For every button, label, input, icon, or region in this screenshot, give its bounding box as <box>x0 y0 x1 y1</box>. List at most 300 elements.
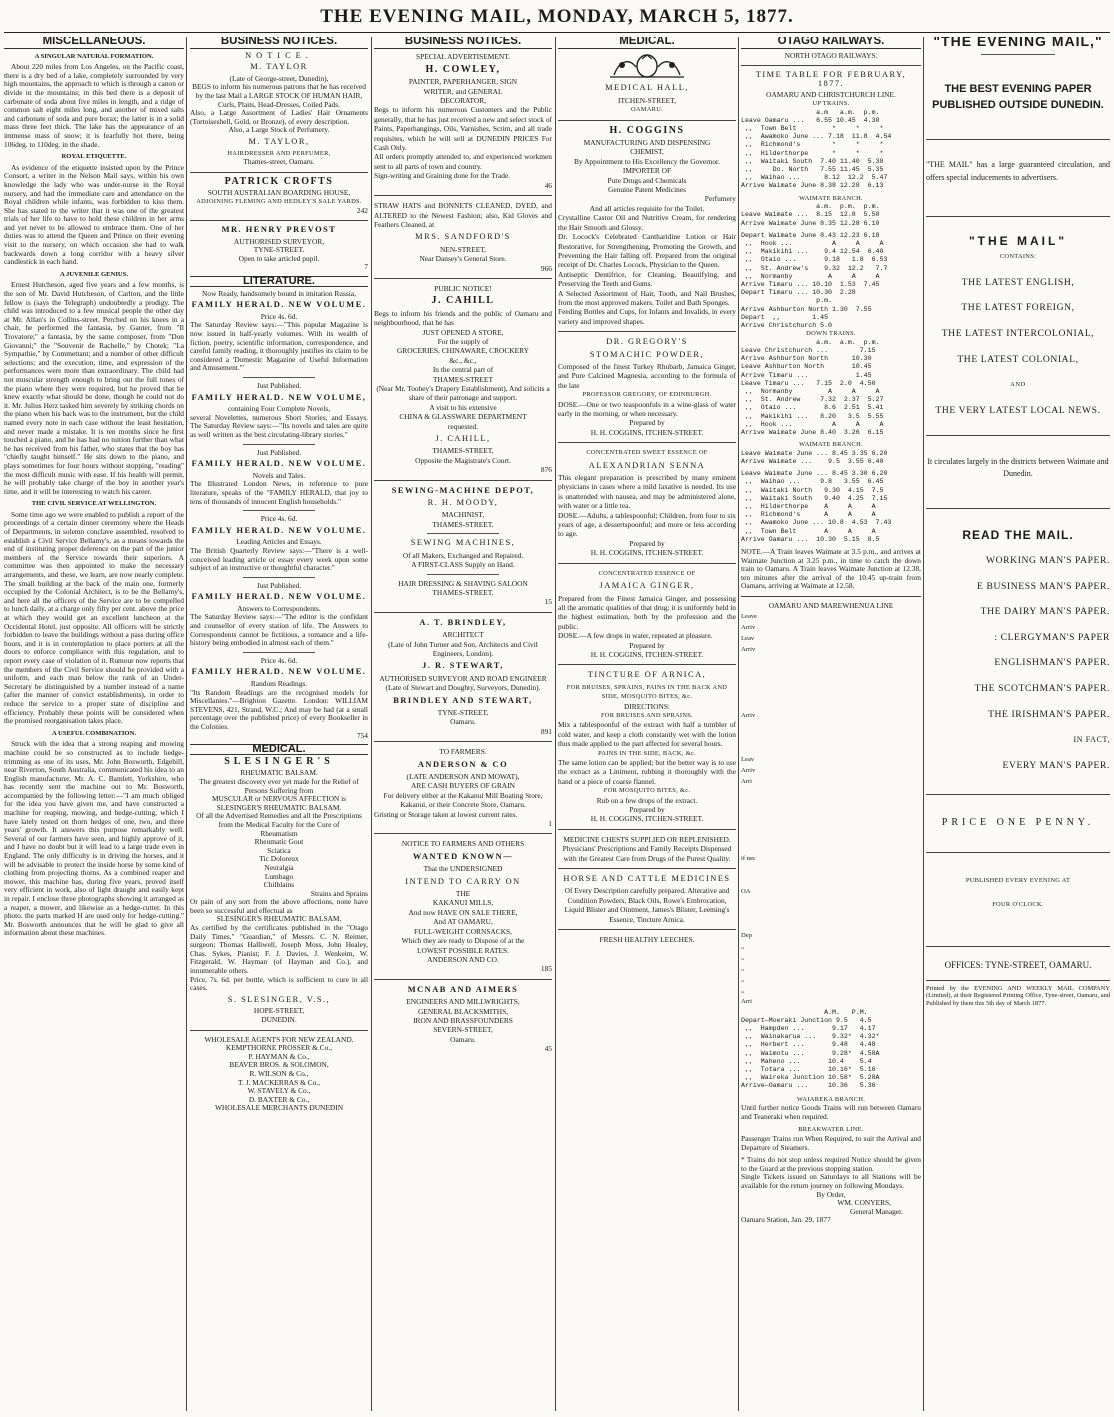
table-caption: WAIMATE BRANCH. <box>799 194 863 202</box>
fragment-list <box>741 611 921 1007</box>
text-line: Antiseptic Dentifrice, for Cleaning, Beautifying, and Preserving the Teeth and Gums. <box>558 269 736 289</box>
advertiser-name: A. T. BRINDLEY, <box>419 617 507 627</box>
ad-title: FAMILY HERALD. NEW VOLUME. <box>191 300 367 310</box>
table-row: ,, Hilderthorpe A A A <box>741 503 876 511</box>
text-line: Mix a tablespoonful of the extract with half a tumbler of cold water, and keep a cloth constantly wet with the lotion thus made applied to the part affected for several hours. <box>558 720 736 749</box>
offices: OFFICES: TYNE-STREET, OAMARU. <box>944 960 1092 971</box>
text-line: MANUFACTURING AND DISPENSING <box>583 138 711 148</box>
list-item: THE IRISHMAN'S PAPER. <box>988 708 1110 720</box>
fragment-line <box>741 688 921 699</box>
table-row: ,, Otaio ... 8.6 2.51 5.41 <box>741 404 884 412</box>
divider <box>558 120 736 121</box>
list-item: Rheumatism <box>260 828 298 838</box>
price: PRICE ONE PENNY. <box>941 817 1095 829</box>
table-row: p.m. <box>741 297 833 305</box>
article-title: A USEFUL COMBINATION. <box>52 729 136 737</box>
text-line: STOMACHIC POWDER, <box>589 349 705 359</box>
advertiser-name: J. R. STEWART, <box>422 661 504 671</box>
advertiser-name: MR. HENRY PREVOST <box>221 225 337 235</box>
table-row: ,, Do. North 7.55 11.45 5.35 <box>741 165 884 173</box>
text-line: The Illustrated London News, in reference to pure literature, speaks of the "FAMILY HERALD, that joy to tens of thousands of innocent English households." <box>190 479 368 506</box>
signature: H. H. COGGINS, ITCHEN-STREET. <box>590 649 704 659</box>
text-line: Just Published. <box>256 580 302 590</box>
text-line: containing Four Complete Novels, <box>227 404 331 414</box>
fragment-line <box>741 787 921 798</box>
text-line: BRINDLEY AND STEWART, <box>393 695 533 705</box>
fragment-line: Arri <box>741 997 752 1005</box>
list-item: BEAVER BROS. & SOLOMON, <box>229 1060 329 1070</box>
table-row: Arrive Waimate June 8.38 12.28 6.13 <box>741 182 884 190</box>
ad-reference: 754 <box>356 730 368 740</box>
text-line: Passenger Trains run When Required, to suit the Arrival and Departure of Steamers. <box>741 1134 921 1152</box>
ad-title: FAMILY HERALD. NEW VOLUME. <box>191 667 367 677</box>
text-line: Price 4s. 6d. <box>260 655 298 665</box>
ad-title: FAMILY HERALD. NEW VOLUME. <box>191 459 367 469</box>
paragraph: As evidence of the etiquette insisted upon by the Prince Consort, a writer in the Nelson Mail says, within his own knowledge the lady who was under-nurse in the Royal nursery, and had the immediate care and attendance on the Royal children while infants, was forbidden to kiss them. She has stated to the writer that it was one of the greatest trials of her life to have to hold these children in her arms and yet never to be allowed to embrace them. One of her duties was to attend the Queen and Prince on their evening visit to the nursery, on which occasion she had to walk backwards down a long corridor with a heavy silver candlestick in each hand. <box>4 162 184 267</box>
divider <box>374 480 552 481</box>
column-business-notices-2 <box>374 37 552 1411</box>
advertiser-name: WANTED KNOWN— <box>412 851 514 861</box>
text-line: It circulates largely in the districts between Waimate and Dunedin. <box>927 457 1109 479</box>
ad-title: MEDICINE CHESTS SUPPLIED OR REPLENISHED. <box>563 834 731 844</box>
advertiser-name: MRS. SANDFORD'S <box>415 232 511 242</box>
section-header: OTAGO RAILWAYS. <box>741 37 921 49</box>
table-row: Leave Timaru ... 7.15 2.0 4.50 <box>741 379 876 387</box>
text-line: (Near Mr. Toohey's Drapery Establishment), And solicits a share of their patronage and support. <box>376 384 550 403</box>
divider <box>558 664 736 665</box>
text-line: PUBLISHED EVERY EVENING AT <box>965 876 1071 884</box>
table-row: ,, St. Andrew 7.32 2.37 5.27 <box>741 396 884 404</box>
divider <box>558 563 736 564</box>
table-row: a.m. p.m. p.m. <box>741 203 880 211</box>
list-item: THE LATEST INTERCOLONIAL, <box>941 327 1095 339</box>
fragment-line: Leav <box>741 634 755 642</box>
divider <box>926 794 1110 795</box>
text-line: SEWING MACHINES, <box>410 538 516 548</box>
text-line: Answers to Correspondents. <box>237 603 321 613</box>
divider <box>243 444 314 445</box>
text-line: NEN-STREET, <box>439 244 487 254</box>
column-divider <box>738 37 739 1411</box>
list-item: R. WILSON & Co., <box>249 1068 309 1078</box>
divider <box>926 852 1110 853</box>
table-row: ,, Waireka Junction 10.58* 5.28A <box>741 1074 880 1082</box>
text-line: Begs to inform his numerous Customers and the Public generally, that he has just received a new and select stock of Paints, Paperhangings, Oils, Varnishes, Scrim, and all trade requisites, which he will sell at DUNEDIN PRICES For Cash Only. <box>374 105 552 153</box>
text-line: Which they are ready to Dispose of at the <box>401 936 525 946</box>
divider <box>926 980 1110 981</box>
text-line: * Trains do not stop unless required Notice should be given to the Guard at the previous stopping station. <box>741 1155 921 1173</box>
text-line: Now Ready, handsomely bound in imitation Russia, <box>202 288 356 298</box>
table-row: ,, Totara ... 10.16* 5.16 <box>741 1066 876 1074</box>
article-title: ROYAL ETIQUETTE. <box>61 153 127 161</box>
article-body <box>4 164 184 267</box>
text-line: THE <box>455 889 471 899</box>
table-row: a.m a.m. p.m. <box>741 108 880 116</box>
paper-title: READ THE MAIL. <box>962 528 1074 543</box>
table-row: Leave Waimate June ... 8.45 3.30 6.20 <box>741 470 888 478</box>
table-row: Leave Waimate June ... 8.45 3.35 6.20 <box>741 449 888 457</box>
article-body <box>4 281 184 496</box>
text-line: Or pain of any sort from the above affections, none have been so successful and effectual as <box>190 897 368 915</box>
column-otago-railways <box>741 37 921 1411</box>
text-line: "THE MAIL" has a large guaranteed circulation, and offers special inducements to advertisers. <box>926 159 1110 182</box>
column-evening-mail <box>926 37 1110 1411</box>
table-row: Arrive—Oamaru ... 10.36 5.36 <box>741 1082 876 1090</box>
fragment-line: Arriv <box>741 711 756 719</box>
column-divider <box>186 37 187 1411</box>
text-line: For the supply of <box>437 336 489 346</box>
list-item: Chilblains <box>263 880 295 890</box>
ad-reference: 891 <box>540 726 552 736</box>
ad-title: SLESINGER'S <box>224 755 334 767</box>
column-miscellaneous <box>4 37 184 1411</box>
fragment-line: ,, <box>741 942 745 950</box>
text-line: Prepared by <box>629 805 665 815</box>
paper-title: "THE MAIL" <box>968 233 1068 248</box>
list-item: Tic Doloreux <box>259 854 299 864</box>
divider <box>190 172 368 173</box>
table-row: ,, Hook ... A A A <box>741 420 884 428</box>
table-row: Arrive Ashburton North 10.30 <box>741 355 872 363</box>
text-line: Prepared by <box>629 640 665 650</box>
divider <box>981 54 1055 55</box>
notice-heading: TO FARMERS. <box>439 747 487 757</box>
table-row: Leave Ashburton North 10.45 <box>741 363 872 371</box>
text-line: NORTH OTAGO RAILWAYS. <box>784 50 878 60</box>
text-line: Novels and Tales. <box>252 470 306 480</box>
text-line: TYNE-STREET, <box>437 707 489 717</box>
text-line: DOSE.—One or two teaspoonfuls in a wine-glass of water early in the morning, or when necessary. <box>558 399 736 418</box>
text-line: And now HAVE ON SALE THERE, <box>408 907 518 917</box>
table-row: ,, Makikihi ... 8.20 3.5 5.55 <box>741 412 884 420</box>
masthead: THE EVENING MAIL, MONDAY, MARCH 5, 1877. <box>320 6 794 27</box>
text-line: IMPORTER OF <box>622 166 672 176</box>
divider <box>558 868 736 869</box>
text-line: THAMES-STREET. <box>432 519 494 529</box>
table-row: ,, Richmond's * * * <box>741 141 884 149</box>
royal-arms-icon <box>558 53 736 79</box>
fragment-line <box>741 798 921 809</box>
text-line: THAMES-STREET, <box>432 446 494 456</box>
text-line: DOSE.—Adults, a tablespoonful; Children, from four to six years of age, a dessertspoonful; and more or less according to age. <box>558 510 736 539</box>
text-line: Sign-writing and Graining done for the Trade. <box>374 171 511 181</box>
text-line: PAINS IN THE SIDE, BACK, &c. <box>598 749 696 757</box>
text-line: ARE CASH BUYERS OF GRAIN <box>411 781 515 791</box>
table-row: Arrive Waimate June 8.35 12.28 6.10 <box>741 219 880 227</box>
timetable-last <box>741 470 921 544</box>
divider <box>190 220 368 221</box>
fragment-line <box>741 721 921 732</box>
text-line: This elegant preparation is prescribed by many eminent physicians in cases where a mild laxative is needed. Its use is unattended with nausea, and may be administered alone, with water or a little tea. <box>558 473 736 511</box>
text-line: Opposite the Magistrate's Court. <box>415 455 511 465</box>
text-line: Of all the Advertised Remedies and all the Prescriptions from the Medical Faculty for the Cure of <box>196 811 362 829</box>
list-item: KEMPTHORNE PROSSER & Co., <box>225 1043 333 1053</box>
text-line: THAMES-STREET. <box>432 587 494 597</box>
fragment-line: if nec <box>741 854 756 862</box>
list-item: P. HAYMAN & Co., <box>248 1051 310 1061</box>
section-header: MISCELLANEOUS. <box>4 37 184 49</box>
table-row: Leave Waimate ... 8.15 12.8 5.50 <box>741 211 880 219</box>
table-row: ,, Normanby A A A <box>741 388 880 396</box>
fragment-line: Arriv <box>741 623 756 631</box>
article-body <box>4 740 184 938</box>
imprint: Printed by the EVENING AND WEEKLY MAIL COMPANY (Limited), at their Registered Printing Office, Tyne-street, Oamaru, and Published by them this 5th day of March 1877. <box>926 984 1110 1007</box>
text-line: CONTAINS: <box>999 253 1037 261</box>
text-line: AUTHORISED SURVEYOR, <box>233 236 325 246</box>
table-row: ,, Hampden ... 9.17 4.17 <box>741 1025 876 1033</box>
divider <box>741 596 921 597</box>
text-line: MUSCULAR or NERVOUS AFFECTION is <box>211 794 347 804</box>
table-caption: BREAKWATER LINE. <box>798 1126 864 1134</box>
text-line: several Novelettes, numerous Short Stories, and Essays. The Saturday Review says:—"Its novels and tales are quite as well written as the best circulating-library stories." <box>190 412 368 439</box>
text-line: Price 4s. 6d. <box>260 514 298 524</box>
table-row: ,, St. Andrew's 9.32 12.2 7.7 <box>741 264 888 272</box>
text-line: JUST OPENED A STORE, <box>422 327 504 337</box>
table-row: Arrive Timaru ... 1.45 <box>741 371 872 379</box>
notice-heading: NOTICE TO FARMERS AND OTHERS <box>401 839 525 849</box>
column-divider <box>371 37 372 1411</box>
section-header: BUSINESS NOTICES. <box>190 37 368 49</box>
text-line: Just Published. <box>256 447 302 457</box>
text-line: Prepared by <box>629 538 665 548</box>
table-row: ,, Hilderthorpe * * * <box>741 149 884 157</box>
list-item: THE LATEST FOREIGN, <box>961 302 1075 314</box>
text-line: Also, a Large Stock of Perfumery. <box>228 125 330 135</box>
text-line: HAIR DRESSING & SHAVING SALOON <box>398 578 528 588</box>
list-item: D. BAXTER & Co., <box>248 1094 310 1104</box>
text-line: R. H. MOODY, <box>427 498 499 508</box>
ad-reference: 15 <box>544 597 552 607</box>
text-line: Rub on a few drops of the extract. <box>596 795 698 805</box>
text-line: THAMES-STREET <box>433 374 493 384</box>
signature: J. CAHILL, <box>435 434 491 444</box>
text-line: KAKANUI MILLS, <box>432 898 494 908</box>
divider <box>374 833 552 834</box>
text-line: By Appointment to His Excellency the Governor. <box>574 156 720 166</box>
text-line: Price, 7s. 6d. per bottle, which is sufficient to cure in all cases. <box>190 974 368 993</box>
text-line: Genuine Patent Medicines <box>608 185 686 195</box>
fragment-line <box>741 897 921 908</box>
signature: H. H. COGGINS, ITCHEN-STREET. <box>590 427 704 437</box>
signature: WM. CONYERS, <box>837 1198 891 1208</box>
fragment-line <box>741 842 921 853</box>
text-line: Thames-street, Oamaru. <box>243 157 315 167</box>
list-item: THE LATEST ENGLISH, <box>961 276 1075 288</box>
text-line: Composed of the finest Turkey Rhubarb, Jamaica Ginger, and Pure Calcined Magnesia, according to the formula of the late <box>558 361 736 390</box>
text-line: AUTHORISED SURVEYOR AND ROAD ENGINEER <box>379 673 547 683</box>
divider <box>558 331 736 332</box>
advertiser-name: SEWING-MACHINE DEPOT, <box>391 485 535 495</box>
text-line: WHOLESALE MERCHANTS DUNEDIN <box>214 1103 344 1113</box>
text-line: In the central part of <box>432 365 494 375</box>
table-row: A.M. P.M. <box>741 1008 868 1016</box>
table-row: Arrive Waimate June 8.40 3.26 6.15 <box>741 429 884 437</box>
timetable-note: NOTE.—A Train leaves Waimate at 3.5 p.m., and arrives at Waimate Junction at 3.25 p.m., in time to catch the down train to Oamaru. A Train leaves Waimate Junction at 12.38, ten minutes after the arrival of the 10.45 up-train from Oamaru, arriving at Waimate at 12.58. <box>741 547 921 591</box>
table-row: ,, Waitaki North 9.30 4.15 7.5 <box>741 486 884 494</box>
list-item: THE SCOTCHMAN'S PAPER. <box>974 682 1110 694</box>
table-row: ,, Waimotu ... 9.28* 4.58A <box>741 1049 880 1057</box>
table-row: Depart ,, 1.45 <box>741 313 829 321</box>
fragment-line: ,, <box>741 964 745 972</box>
text-line: For delivery either at the Kakanui Mill Boating Store, Kakanui, or their Concrete Store, Oamaru. <box>383 790 543 810</box>
divider <box>243 577 314 578</box>
column-business-notices-1 <box>190 37 368 1411</box>
text-line: (Late of George-street, Dunedin), <box>229 73 329 83</box>
divider <box>558 929 736 930</box>
text-line: Open to take articled pupil. <box>238 253 320 263</box>
divider <box>374 195 552 196</box>
list-item: WORKING MAN'S PAPER. <box>986 554 1110 566</box>
timetable-down-trains <box>741 339 921 437</box>
text-line: Oamaru Station, Jan. 29, 1877 <box>741 1215 831 1225</box>
text-line: &c., &c., <box>449 355 477 365</box>
signature: M. TAYLOR, <box>248 136 310 146</box>
masthead-rule <box>4 32 1110 33</box>
table-row: a.m. a.m. p.m. <box>741 338 880 346</box>
text-line: CHINA & GLASSWARE DEPARTMENT <box>399 412 527 422</box>
table-row: ,, Waitaki South 9.40 4.25 7.15 <box>741 494 888 502</box>
list-item: THE VERY LATEST LOCAL NEWS. <box>935 404 1101 416</box>
text-line: A FIRST-CLASS Supply on Hand. <box>411 560 515 570</box>
text-line: Crystalline Castor Oil and Nutritive Cream, for rendering the Hair Smooth and Glossy. <box>558 213 736 232</box>
fragment-line: Leave <box>741 612 758 620</box>
fragment-line <box>741 875 921 886</box>
paper-title: "THE EVENING MAIL," <box>933 37 1103 49</box>
ad-title: JAMAICA GINGER, <box>599 581 695 591</box>
list-item: IN FACT, <box>1073 735 1110 745</box>
text-line: Pure Drugs and Chemicals <box>607 175 687 185</box>
table-row: Depart Waimate June 8.43 12.23 6.18 <box>741 231 880 239</box>
notice-heading: NOTICE. <box>245 50 313 60</box>
list-item: AND <box>1010 381 1026 389</box>
list-item: THE DAIRY MAN'S PAPER. <box>980 606 1110 618</box>
text-line: ITCHEN-STREET, <box>618 95 676 105</box>
advertiser-name: MEDICAL HALL, <box>605 83 689 93</box>
ad-title: HORSE AND CATTLE MEDICINES <box>563 874 731 884</box>
column-medical <box>558 37 736 1411</box>
text-line: A Selected Assortment of Hair, Tooth, and Nail Brushes, from the most approved makers. Toilet and Bath Sponges. <box>558 288 736 307</box>
fragment-line: Arriv <box>741 645 756 653</box>
text-line: Oamaru. <box>450 1034 476 1044</box>
text-line: The Saturday Review says:—"The editor is the confidant and counsellor of every station of life. The Answers to Correspondents cannot be fictitious, a romance and a life-history being embodied in almost each of them." <box>190 612 368 648</box>
divider <box>926 946 1110 947</box>
table-row: ,, Wainakarua ... 9.32* 4.32* <box>741 1033 880 1041</box>
fragment-line <box>741 908 921 919</box>
list-item: Sciatica <box>267 845 291 855</box>
text-line: The British Quarterly Review says:—"There is a well-conceived leading article or essay every week upon some subject of an instructive or thoughtful character." <box>190 545 368 573</box>
fragment-line: Arri <box>741 777 752 785</box>
advertiser-name: PATRICK CROFTS <box>224 175 334 187</box>
line-title: OAMARU AND MAREWHENUA LINE <box>768 601 894 611</box>
ad-title: FAMILY HERALD. NEW VOLUME, <box>191 392 367 402</box>
table-row: ,, Maheno ... 10.4 5.4 <box>741 1057 872 1065</box>
text-line: Price 4s. 6d. <box>260 311 298 321</box>
table-row: Depart—Moeraki Junction 9.5 4.5 <box>741 1016 872 1024</box>
divider <box>374 979 552 980</box>
text-line: The same lotion can be applied; but the better way is to use the extract as a Liniment, rubbing it thoroughly with the hand or a piece of coarse flannel. <box>558 758 736 786</box>
text-line: WRITER, and GENERAL <box>423 86 503 96</box>
table-row: ,, Otaio ... 9.18 1.8 6.53 <box>741 256 888 264</box>
fragment-line <box>741 699 921 710</box>
fragment-line: ,, <box>741 975 745 983</box>
section-header: LITERATURE. <box>190 276 368 287</box>
paragraph: Some time ago we were enabled to publish a report of the proceedings of a certain dinner ceremony where the Heads of Departments, in solemn conclave assembled, resolved to establish a Civil Service Bellamy's, as a means towards the end of instituting proper deference on the part of the junior members of the Service towards their superiors. A committee was then appointed to make the necessary arrangements, and these, we learn, are now nearly complete. The small building at the back of the main one, formerly occupied by the Colonial Architect, is to be the Bellamy's, and here all the officers of the Service are to be compelled to lunch daily, at a charge only fifty per cent. above the price at which they would get an excellent luncheon at the Occidental Hotel, just opposite. All officers will be strictly forbidden to leave the buildings without a pass during office hours, and it is in contemplation to place porters at all the doors to enforce compliance with this regulation, and to report every case of violation of it. Rumour now reports that the members of the Civil Service should be provided with a uniform, and each man below the rank of an Under-Secretary be distinguished by a number instead of a name (after the manner of convict establishments), in order to reduce the service to a proper state of discipline and efficiency. Probably these points will be considered when the promised reorganisation takes place. <box>4 509 184 726</box>
text-line: Begs to inform his friends and the public of Oamaru and neighbourhood, that he has <box>374 308 552 328</box>
text-line: RHEUMATIC BALSAM. <box>240 768 318 778</box>
table-row: ,, Town Belt * * * <box>741 124 884 132</box>
table-row: ,, Hook ... A A A <box>741 240 884 247</box>
list-item: : CLERGYMAN'S PAPER <box>994 631 1110 643</box>
ad-reference: 7 <box>364 262 368 272</box>
text-line: (Late of John Turner and Son, Architects and Civil Engineers, London). <box>388 639 538 658</box>
text-line: SLESINGER'S RHEUMATIC BALSAM. <box>216 802 342 812</box>
divider <box>926 435 1110 436</box>
article-title: THE CIVIL SERVICE AT WELLINGTON. <box>31 500 157 508</box>
fragment-line <box>741 831 921 842</box>
text-line: (Late of Stewart and Doughty, Surveyors, Dunedin). <box>385 683 541 693</box>
ad-reference: 876 <box>540 465 552 475</box>
text-line: Of all Makers, Exchanged and Repaired. <box>402 550 524 560</box>
text-line: GROCERIES, CHINAWARE, CROCKERY <box>396 346 530 356</box>
text-line: By Order, <box>816 1189 846 1199</box>
table-row: Arrive Ashburton North 1.30 7.55 <box>741 305 872 313</box>
table-row: Arrive Waimate ... 9.5 3.55 6.40 <box>741 458 884 466</box>
slogan: THE BEST EVENING PAPER PUBLISHED OUTSIDE DUNEDIN. <box>932 82 1104 111</box>
advertiser-name: MCNAB AND AIMERS <box>407 984 519 994</box>
list-item: THE LATEST COLONIAL, <box>957 353 1079 365</box>
divider <box>243 377 314 378</box>
fragment-line: Arriv <box>741 766 756 774</box>
signature: H. H. COGGINS, ITCHEN-STREET. <box>590 548 704 558</box>
table-caption: WAIMATE BRANCH. <box>799 441 863 449</box>
article-title: A JUVENILE GENIUS. <box>60 270 128 278</box>
divider <box>741 65 921 66</box>
divider <box>374 278 552 279</box>
fragment-line <box>741 677 921 688</box>
divider <box>926 216 1110 217</box>
text-line: PAINTER, PAPERHANGER, SIGN <box>408 77 518 87</box>
text-line: LOWEST POSSIBLE RATES. <box>416 945 510 955</box>
text-line: As certified by the certificates published in the "Otago Daily Times," "Guardian," of Messrs. C. N. Reimer, surgeon; Thomas Halliwell, Joseph Moss, John Healey, Chas. Sykes, Pianist; F. J. Davies, J. Wenkeim, W. Fitzgerald, W. Hayman (of Hayman and Co.), and innumerable others. <box>190 923 368 976</box>
text-line: MACHINIST, <box>441 510 485 520</box>
text-line: Perfumery <box>704 194 736 204</box>
fragment-line: ,, <box>741 953 745 961</box>
table-row: ,, Awamoko June ... 7.18 11.8 4.54 <box>741 133 892 141</box>
ad-reference: 185 <box>540 964 552 974</box>
timetable-up-trains <box>741 109 921 191</box>
table-row: Leave Christchurch ... 7.15 <box>741 347 876 355</box>
ad-title: TINCTURE OF ARNICA, <box>587 670 707 680</box>
text-line: All orders promptly attended to, and experienced workmen sent to all parts of town and country. <box>374 152 552 171</box>
text-line: Prepared from the Finest Jamaica Ginger, and possessing all the aromatic qualities of that drug; it is uniformly held in the highest estimation, both by the profession and the public. <box>558 593 736 631</box>
table-row: ,, Waihao ... 9.8 3.55 6.45 <box>741 478 884 486</box>
divider <box>190 1030 368 1031</box>
ad-title: ALEXANDRIAN SENNA <box>588 460 706 470</box>
text-line: FOR BRUISES, SPRAINS, PAINS IN THE BACK AND SIDE, MOSQUITO BITES, &c. <box>566 683 728 701</box>
table-row: ,, Awamoko June ... 10.8 4.53 7.43 <box>741 519 892 527</box>
divider <box>558 442 736 443</box>
fragment-line <box>741 864 921 875</box>
text-line: CONCENTRATED ESSENCE OF <box>598 569 696 577</box>
fragment-line <box>741 743 921 754</box>
table-row: Arrive Timaru ... 10.10 1.53 7.45 <box>741 281 880 289</box>
ad-reference: 966 <box>540 263 552 273</box>
divider <box>374 612 552 613</box>
fragment-line <box>741 820 921 831</box>
line-title: OAMARU AND CHRISTCHURCH LINE. <box>766 90 896 100</box>
fragment-line: OA <box>741 887 751 895</box>
text-line: Dr. Locock's Celebrated Cantharidine Lotion or Hair Restorative, for Strengthening, Promoting the Growth, and Preventing the Hair falling off. Prepared from the original receipt of Dr. Charles Locock, Physician to the Queen. <box>558 232 736 270</box>
